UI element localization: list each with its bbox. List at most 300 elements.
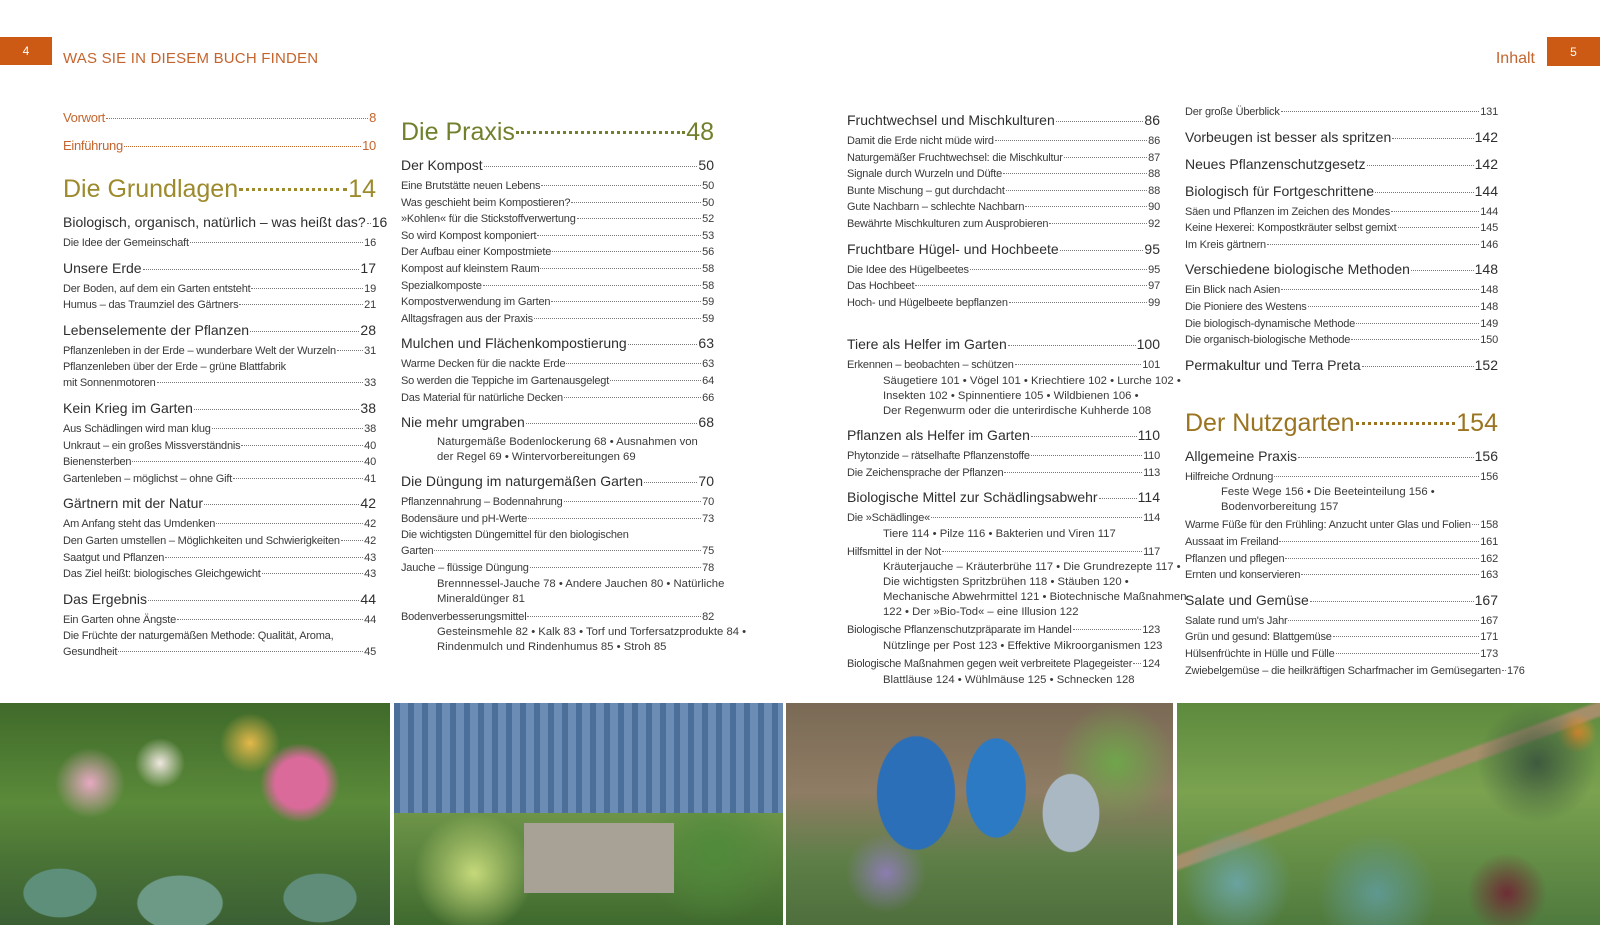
toc-page-number: 82 [702,610,714,623]
dot-leader [610,380,701,381]
toc-entry-title: Pflanzen als Helfer im Garten [847,426,1030,443]
toc-detail-list [847,673,1160,688]
toc-chapter[interactable] [1185,153,1498,175]
toc-page-number: 44 [364,613,376,626]
toc-entry[interactable] [847,465,1160,482]
toc-entry[interactable] [401,195,714,212]
dot-leader [564,501,702,502]
toc-detail-list [401,625,747,655]
toc-entry-title: Kompostverwendung im Garten [401,296,551,309]
toc-entry-title: Alltagsfragen aus der Praxis [401,312,533,325]
toc-entry[interactable] [401,178,714,195]
toc-entry-title: Damit die Erde nicht müde wird [847,135,994,147]
toc-page-number: 48 [686,118,714,146]
toc-chapter[interactable] [1185,126,1498,148]
toc-detail-line: Rindenmulch und Rindenhumus 85 • Stroh 85 [437,641,667,654]
dot-leader [1367,165,1474,166]
toc-entry[interactable] [1185,104,1498,121]
toc-entry[interactable] [1185,613,1498,630]
dot-leader [1375,192,1474,193]
toc-entry[interactable] [401,527,714,543]
page-number-right [1547,37,1600,66]
toc-front-matter[interactable] [63,104,376,132]
toc-page-number: 154 [1456,408,1498,437]
toc-page-number: 176 [1506,664,1525,677]
toc-chapter[interactable] [63,257,376,279]
toc-entry-title: Die biologisch-dynamische Methode [1185,317,1356,330]
toc-entry-title: Das Hochbeet [847,280,915,293]
dot-leader [165,557,363,558]
toc-entry[interactable] [63,421,376,438]
dot-leader [995,140,1147,141]
toc-page-number: 52 [702,213,714,226]
dot-leader [124,146,361,147]
toc-page-number: 100 [1136,336,1160,353]
toc-entry-title: Biologische Pflanzenschutzpräparate im Handel [847,624,1072,637]
toc-page-number: 149 [1480,317,1498,330]
dot-leader [1009,302,1147,303]
toc-entry-title: Gute Nachbarn – schlechte Nachbarn [847,201,1025,214]
toc-detail-line: 122 • Der »Bio-Tod« – eine Illusion 122 [883,606,1079,619]
toc-entry[interactable] [63,297,376,314]
toc-chapter[interactable] [847,333,1160,355]
toc-entry[interactable] [63,644,376,661]
dot-leader [143,269,360,270]
toc-entry-title: Ernten und konservieren [1185,569,1301,582]
dot-leader [1099,498,1137,499]
toc-entry[interactable] [1185,204,1498,221]
toc-page-number: 28 [360,321,376,338]
toc-entry-title: Im Kreis gärtnern [1185,238,1266,251]
toc-page-number: 59 [702,296,714,309]
toc-entry[interactable] [847,199,1160,216]
dot-leader [148,600,359,601]
toc-entry[interactable] [401,373,714,390]
dot-leader [216,523,363,524]
dot-leader [337,350,363,351]
toc-entry[interactable] [847,183,1160,200]
toc-page-number: 16 [364,237,376,249]
dot-leader [484,166,698,167]
toc-page-number: 113 [1143,466,1160,479]
toc-entry-title: Biologische Maßnahmen gegen weit verbreitete Plagegeister [847,657,1133,670]
toc-entry-title: Vorwort [63,110,105,125]
toc-page-number: 142 [1474,128,1498,145]
toc-entry[interactable] [847,262,1160,279]
toc-column-3 [847,104,1187,690]
toc-page-number: 156 [1480,470,1498,483]
toc-entry-title: Aussaat im Freiland [1185,535,1279,548]
dot-leader [530,567,701,568]
toc-page-number: 44 [360,590,376,607]
dot-leader [1006,190,1147,191]
dot-leader [1333,636,1480,637]
toc-detail-list [847,527,1160,542]
dot-leader [1288,620,1479,621]
toc-entry[interactable] [63,471,376,488]
toc-entry[interactable] [63,533,376,550]
toc-detail-line: Blattläuse 124 • Wühlmäuse 125 • Schnecken 128 [883,673,1135,686]
toc-entry-title: Bewährte Mischkulturen zum Ausprobieren [847,217,1049,230]
toc-detail-line: Kräuterjauche – Kräuterbrühe 117 • Die Grundrezepte 117 • [883,561,1181,574]
toc-entry[interactable] [1185,567,1498,584]
toc-page-number: 66 [702,391,714,404]
toc-entry-title: Aus Schädlingen wird man klug [63,422,211,435]
toc-entry-title: Den Garten umstellen – Möglichkeiten und Schwierigkeiten [63,534,340,547]
toc-page-number: 152 [1474,356,1498,373]
toc-detail-list [847,639,1163,654]
dot-leader [118,651,363,652]
dot-leader [1004,472,1142,473]
toc-chapter[interactable] [401,411,714,433]
toc-page-number: 167 [1474,591,1498,608]
toc-detail-line: Brennnessel-Jauche 78 • Andere Jauchen 80 • Natürliche [437,577,725,590]
dot-leader [552,251,701,252]
toc-entry-title: Gesundheit [63,646,118,659]
dot-leader [571,202,701,203]
toc-entry-title: Fruchtbare Hügel- und Hochbeete [847,240,1059,257]
toc-chapter[interactable] [401,332,714,354]
toc-page-number: 14 [348,175,376,203]
toc-entry-title: Warme Decken für die nackte Erde [401,358,566,371]
toc-front-matter[interactable] [63,132,376,160]
toc-entry[interactable] [401,356,714,373]
toc-entry[interactable] [1185,220,1498,237]
toc-page-number: 148 [1474,261,1498,278]
toc-entry[interactable] [401,494,714,511]
toc-detail-line: Bodenvorbereitung 157 [1221,501,1339,514]
toc-entry[interactable] [847,544,1160,561]
toc-entry[interactable] [1185,237,1498,254]
toc-entry[interactable] [63,375,376,392]
toc-entry-title: Naturgemäßer Fruchtwechsel: die Mischkultur [847,151,1063,164]
dot-leader [1298,457,1474,458]
dot-leader [1356,422,1456,425]
dot-leader [212,428,363,429]
toc-chapter[interactable] [1185,354,1498,376]
toc-entry-title: Kompost auf kleinstem Raum [401,262,540,275]
toc-entry[interactable] [63,438,376,455]
toc-detail-line: Nützlinge per Post 123 • Effektive Mikroorganismen 123 [883,639,1163,652]
toc-entry[interactable] [63,516,376,533]
dot-leader [1351,339,1479,340]
toc-entry[interactable] [401,390,714,407]
toc-entry[interactable] [401,244,714,261]
toc-entry-title: Hilfsmittel in der Not [847,545,942,558]
page-number-left [0,37,52,65]
toc-entry[interactable] [847,295,1160,312]
toc-page-number: 144 [1480,205,1498,218]
toc-entry-title: Unsere Erde [63,259,142,276]
dot-leader [194,409,359,410]
toc-page-number: 73 [702,512,714,525]
toc-entry[interactable] [63,628,376,644]
toc-entry-title: Salate und Gemüse [1185,591,1309,608]
toc-entry-title: So wird Kompost komponiert [401,229,537,242]
dot-leader [1356,323,1479,324]
toc-entry-title: Die Früchte der naturgemäßen Methode: Qualität, Aroma, [63,630,334,643]
toc-entry-title: Keine Hexerei: Kompostkräuter selbst gemixt [1185,222,1397,235]
dot-leader [628,344,698,345]
toc-page-number: 43 [364,568,376,581]
dot-leader [233,478,363,479]
photo-rain-barrels [786,703,1173,925]
dot-leader [367,223,371,224]
toc-entry-title: Bunte Mischung – gut durchdacht [847,184,1005,197]
toc-detail-list [847,560,1187,620]
toc-entry-title: Gartenleben – möglichst – ohne Gift [63,472,233,485]
dot-leader [1049,223,1147,224]
toc-entry[interactable] [401,609,714,626]
toc-page-number: 110 [1143,449,1160,462]
toc-page-number: 21 [364,299,376,312]
toc-page-number: 31 [364,344,376,357]
toc-detail-line: Feste Wege 156 • Die Beeteinteilung 156 • [1221,486,1435,499]
dot-leader [1301,574,1479,575]
toc-chapter[interactable] [1185,589,1498,611]
toc-entry[interactable] [847,133,1160,150]
toc-page-number: 167 [1480,614,1498,627]
toc-page-number: 64 [702,374,714,387]
toc-entry[interactable] [401,511,714,528]
toc-entry[interactable] [847,357,1160,374]
toc-entry[interactable] [63,235,376,252]
toc-entry[interactable] [401,311,714,328]
dot-leader [1031,455,1142,456]
toc-entry[interactable] [847,622,1160,639]
toc-entry[interactable] [1185,332,1498,349]
dot-leader [534,318,701,319]
toc-detail-list [401,577,725,607]
toc-entry[interactable] [847,150,1160,167]
toc-section[interactable] [1185,406,1498,440]
toc-chapter[interactable] [63,319,376,341]
toc-page-number: 161 [1480,535,1498,548]
toc-page-number: 158 [1480,519,1498,532]
toc-chapter[interactable] [1185,180,1498,202]
toc-entry[interactable] [1185,282,1498,299]
toc-page-number: 42 [364,518,376,531]
dot-leader [239,188,347,191]
toc-section[interactable] [63,172,376,206]
toc-entry-title: Bienensterben [63,456,132,469]
toc-entry-title: Signale durch Wurzeln und Düfte [847,168,1003,181]
toc-entry[interactable] [63,612,376,629]
toc-entry[interactable] [63,454,376,471]
toc-entry[interactable] [1185,299,1498,316]
toc-chapter[interactable] [63,492,376,514]
toc-section[interactable] [401,115,714,149]
toc-entry-title: Kein Krieg im Garten [63,399,193,416]
dot-leader [1285,558,1479,559]
dot-leader [540,268,701,269]
toc-page-number: 124 [1142,657,1160,670]
photo-compost-bin [394,703,783,925]
toc-detail-line: Gesteinsmehle 82 • Kalk 83 • Torf und Torfersatzprodukte 84 • [437,626,747,639]
toc-detail-list [847,374,1181,419]
toc-entry-title: Pflanzenleben über der Erde – grüne Blattfabrik [63,361,286,374]
toc-entry-title: Hilfreiche Ordnung [1185,470,1274,483]
dot-leader [566,363,701,364]
toc-page-number: 43 [364,551,376,564]
toc-page-number: 88 [1148,168,1160,181]
toc-chapter[interactable] [847,109,1160,131]
toc-entry[interactable] [847,510,1160,527]
dot-leader [527,616,701,617]
toc-page-number: 19 [364,282,376,295]
toc-entry-title: Allgemeine Praxis [1185,447,1298,464]
toc-entry[interactable] [401,278,714,295]
toc-entry-title: Ein Garten ohne Ängste [63,613,177,626]
toc-entry-title: Die Praxis [401,118,515,146]
toc-entry-title: Humus – das Traumziel des Gärtners [63,299,239,312]
toc-page-number: 162 [1480,552,1498,565]
toc-entry-title: Hülsenfrüchte in Hülle und Fülle [1185,647,1335,660]
toc-entry[interactable] [401,543,714,560]
dot-leader [1362,366,1474,367]
toc-chapter[interactable] [401,154,714,176]
toc-chapter[interactable] [1185,445,1498,467]
dot-leader [1281,111,1480,112]
toc-entry-title: Phytonzide – rätselhafte Pflanzenstoffe [847,449,1030,462]
toc-entry-title: Bodensäure und pH-Werte [401,512,528,525]
toc-entry-title: Das Material für natürliche Decken [401,391,563,404]
toc-entry[interactable] [401,261,714,278]
toc-entry[interactable] [1185,469,1498,486]
running-title-left: WAS SIE IN DIESEM BUCH FINDEN [63,50,319,67]
dot-leader [1279,541,1479,542]
toc-page-number: 38 [360,399,376,416]
toc-entry[interactable] [1185,629,1498,646]
toc-chapter[interactable] [63,397,376,419]
dot-leader [204,504,359,505]
toc-entry-title: Der Aufbau einer Kompostmiete [401,246,552,259]
toc-page-number: 10 [362,138,376,153]
dot-leader [1308,306,1480,307]
toc-entry[interactable] [847,656,1160,673]
toc-detail-line: Mechanische Abwehrmittel 121 • Biotechnische Maßnahmen [883,591,1187,604]
toc-entry-title: »Kohlen« für die Stickstoffverwertung [401,213,576,226]
toc-page-number: 63 [702,358,714,371]
dot-leader [528,518,701,519]
running-title-right: Inhalt [1495,50,1535,67]
toc-page-number: 42 [360,495,376,512]
dot-leader [239,304,363,305]
dot-leader [1398,227,1480,228]
toc-page-number: 101 [1142,359,1160,372]
toc-entry[interactable] [401,294,714,311]
toc-entry-title: Garten [401,545,434,558]
dot-leader [1391,211,1479,212]
toc-page-number: 142 [1474,155,1498,172]
toc-page-number: 58 [702,279,714,292]
toc-entry[interactable] [63,550,376,567]
dot-leader [1133,663,1141,664]
toc-entry[interactable] [847,278,1160,295]
toc-entry-title: mit Sonnenmotoren [63,377,156,390]
toc-entry[interactable] [63,343,376,360]
dot-leader [931,517,1142,518]
dot-leader [1281,289,1479,290]
toc-entry-title: Die Zeichensprache der Pflanzen [847,466,1004,479]
toc-entry-title: Die Idee des Hügelbeetes [847,263,969,276]
toc-page-number: 148 [1480,284,1498,297]
toc-entry-title: Die Düngung im naturgemäßen Garten [401,473,644,490]
toc-column-1 [63,104,388,661]
toc-entry[interactable] [63,359,376,375]
toc-page-number: 17 [360,259,376,276]
dot-leader [564,397,701,398]
dot-leader [1008,345,1136,346]
dot-leader [526,423,698,424]
dot-leader [341,540,363,541]
toc-entry[interactable] [401,560,714,577]
toc-entry-title: Die Grundlagen [63,175,239,203]
dot-leader [434,550,701,551]
toc-entry[interactable] [401,228,714,245]
toc-entry-title: Einführung [63,138,123,153]
toc-entry[interactable] [1185,517,1498,534]
toc-entry-title: Verschiedene biologische Methoden [1185,261,1410,278]
toc-page-number: 78 [702,561,714,574]
toc-page-number: 50 [698,157,714,173]
toc-page-number: 40 [364,439,376,452]
toc-entry-title: Biologisch für Fortgeschrittene [1185,182,1375,199]
toc-entry[interactable] [401,211,714,228]
toc-chapter[interactable] [63,588,376,610]
dot-leader [1025,206,1147,207]
toc-entry[interactable] [847,448,1160,465]
toc-entry[interactable] [1185,534,1498,551]
dot-leader [551,301,701,302]
dot-leader [577,218,702,219]
toc-chapter[interactable] [847,486,1160,508]
toc-page-number: 156 [1474,447,1498,464]
toc-page-number: 41 [364,472,376,485]
toc-page-number: 95 [1148,263,1160,276]
toc-entry-title: Die Pioniere des Westens [1185,300,1307,313]
toc-entry-title: Jauche – flüssige Düngung [401,561,529,574]
toc-chapter[interactable] [1185,258,1498,280]
toc-entry[interactable] [1185,316,1498,333]
toc-entry[interactable] [847,216,1160,233]
toc-page-number: 171 [1480,631,1498,644]
dot-leader [1274,476,1479,477]
toc-entry[interactable] [1185,551,1498,568]
dot-leader [250,331,359,332]
dot-leader [1073,629,1142,630]
toc-entry-title: Biologisch, organisch, natürlich – was heißt das? [63,214,366,230]
toc-page-number: 123 [1142,624,1160,637]
toc-entry-title: Salate rund um's Jahr [1185,614,1288,627]
toc-entry-title: Am Anfang steht das Umdenken [63,518,216,531]
toc-chapter[interactable] [847,424,1160,446]
toc-entry[interactable] [1185,646,1498,663]
toc-page-number: 88 [1148,184,1160,197]
toc-chapter[interactable] [63,211,388,233]
toc-page-number: 145 [1480,222,1498,235]
toc-entry[interactable] [63,566,376,583]
toc-chapter[interactable] [401,470,714,492]
toc-page-number: 33 [364,377,376,390]
toc-entry[interactable] [1185,663,1525,680]
toc-entry[interactable] [847,166,1160,183]
toc-chapter[interactable] [847,238,1160,260]
toc-entry-title: Die organisch-biologische Methode [1185,334,1351,347]
toc-entry[interactable] [63,281,376,298]
toc-page-number: 53 [702,229,714,242]
toc-entry-title: Vorbeugen ist besser als spritzen [1185,128,1392,145]
